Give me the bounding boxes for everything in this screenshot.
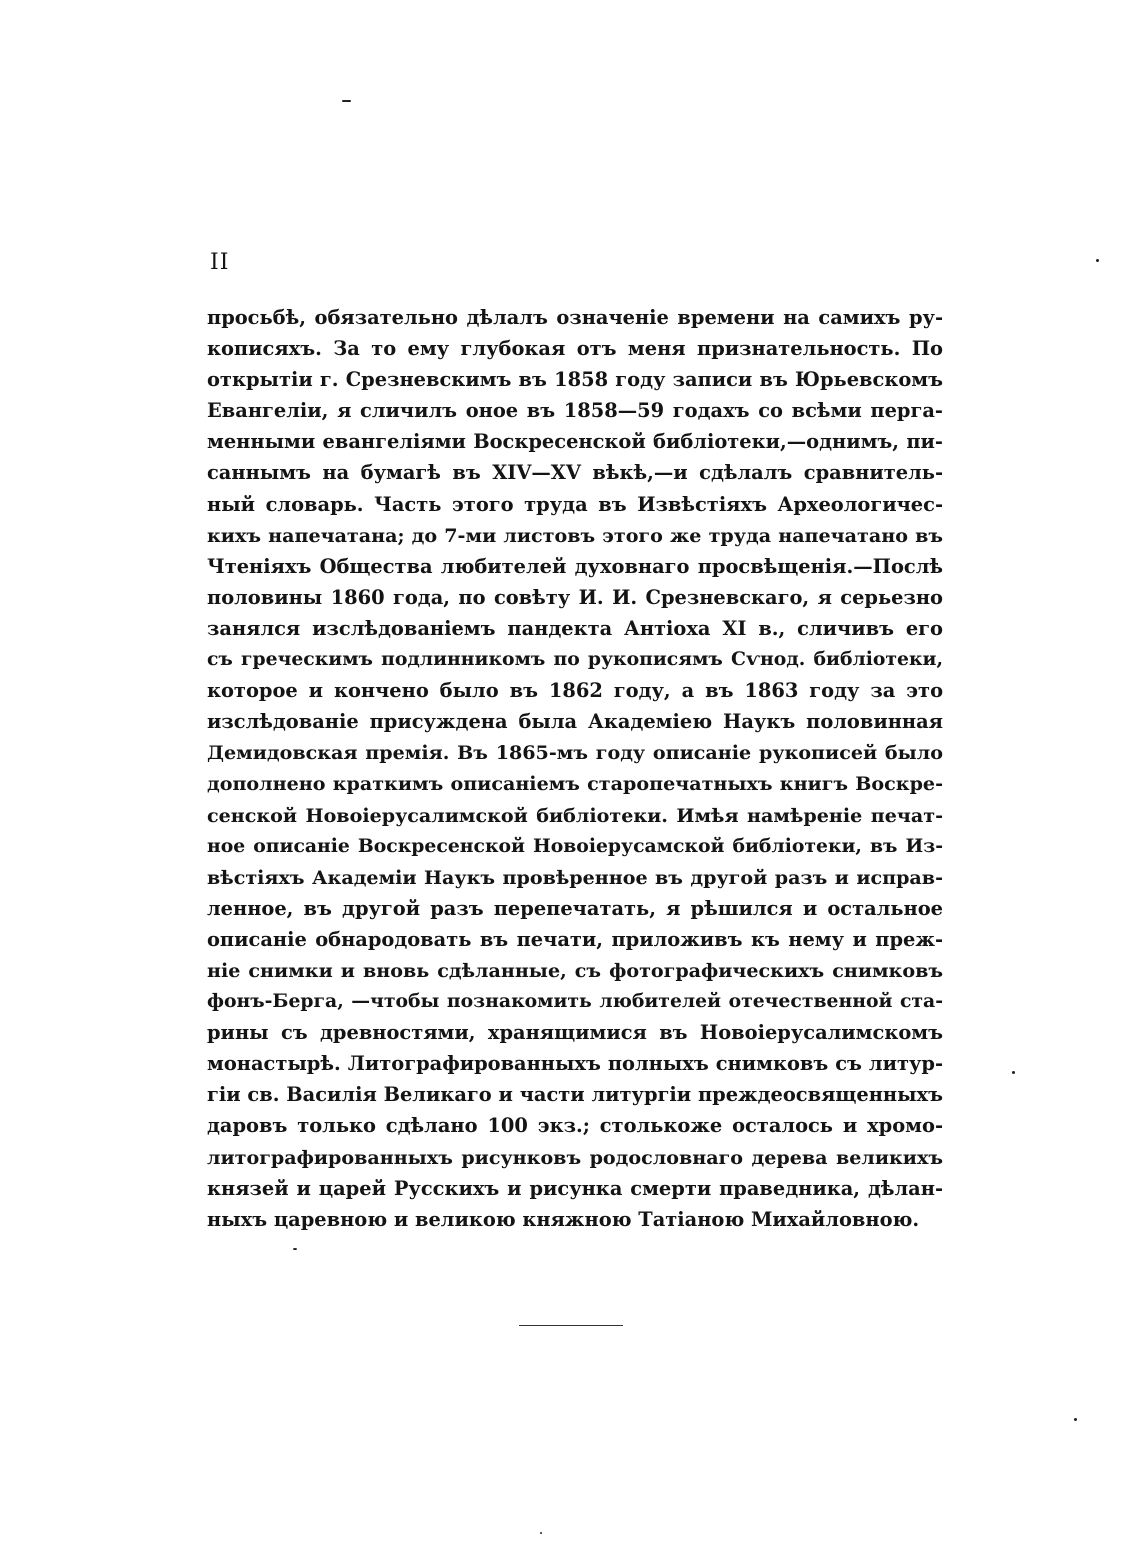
text-line: вѣстіяхъ Академіи Наукъ провѣренное въ другой разъ и исправ- (207, 865, 943, 889)
text-line: сенской Новоіерусалимской библіотеки. Имѣя намѣреніе печат- (207, 803, 943, 827)
body-text (207, 302, 943, 1235)
text-line: кихъ напечатана; до 7-ми листовъ этого же труда напечатано въ (207, 523, 943, 547)
text-line: кописяхъ. За то ему глубокая отъ меня признательность. По (207, 337, 943, 361)
text-line: даровъ только сдѣлано 100 экз.; столькоже осталось и хромо- (207, 1114, 943, 1138)
text-line: которое и кончено было въ 1862 году, а въ 1863 году за это (207, 679, 943, 703)
text-line: съ греческимъ подлинникомъ по рукописямъ Сѵнод. библіотеки, (207, 648, 943, 671)
text-line: рины съ древностями, хранящимися въ Новоіерусалимскомъ (207, 1021, 943, 1045)
text-line: ленное, въ другой разъ перепечатать, я рѣшился и остальное (207, 896, 943, 920)
text-line: литографированныхъ рисунковъ родословнаго дерева великихъ (207, 1145, 943, 1169)
page-number: II (210, 250, 230, 275)
text-line: занялся изслѣдованіемъ пандекта Антіоха XI в., сличивъ его (207, 616, 943, 640)
section-divider (519, 1325, 623, 1326)
scan-speck (293, 1248, 297, 1250)
text-line: Демидовская премія. Въ 1865-мъ году описаніе рукописей было (207, 741, 943, 765)
text-line: ныхъ царевною и великою княжною Татіаною Михайловною. (207, 1207, 920, 1231)
text-line: половины 1860 года, по совѣту И. И. Срезневскаго, я серьезно (207, 585, 943, 609)
text-line: ный словарь. Часть этого труда въ Извѣстіяхъ Археологичес- (207, 492, 943, 516)
text-line: менными евангеліями Воскресенской библіотеки,—однимъ, пи- (207, 430, 943, 454)
text-line: описаніе обнародовать въ печати, приложивъ къ нему и преж- (207, 927, 943, 951)
scan-speck (1074, 1418, 1077, 1421)
text-line: князей и царей Русскихъ и рисунка смерти праведника, дѣлан- (207, 1176, 943, 1200)
text-line: саннымъ на бумагѣ въ XIV—XV вѣкѣ,—и сдѣлалъ сравнитель- (207, 461, 943, 485)
text-line: Евангеліи, я сличилъ оное въ 1858—59 годахъ со всѣми перга- (207, 399, 943, 423)
text-line: Чтеніяхъ Общества любителей духовнаго просвѣщенія.—Послѣ (207, 554, 943, 578)
text-line: просьбѣ, обязательно дѣлалъ означеніе времени на самихъ ру- (207, 306, 943, 329)
scan-speck (540, 1532, 542, 1534)
scan-speck (342, 100, 351, 102)
text-line: фонъ-Берга, —чтобы познакомить любителей отечественной ста- (207, 990, 943, 1013)
text-line: дополнено краткимъ описаніемъ старопечатныхъ книгъ Воскре- (207, 772, 943, 796)
text-line: ное описаніе Воскресенской Новоіерусамской библіотеки, въ Из- (207, 834, 943, 857)
text-line: монастырѣ. Литографированныхъ полныхъ снимковъ съ литур- (207, 1052, 943, 1076)
scan-speck (1096, 259, 1099, 262)
text-line: ніе снимки и вновь сдѣланные, съ фотографическихъ снимковъ (207, 958, 943, 982)
text-line: открытіи г. Срезневскимъ въ 1858 году записи въ Юрьевскомъ (207, 368, 943, 392)
scan-speck (1012, 1071, 1015, 1074)
text-line: гіи св. Василія Великаго и части литургіи преждеосвященныхъ (207, 1083, 943, 1107)
text-line: изслѣдованіе присуждена была Академіею Наукъ половинная (207, 710, 943, 734)
